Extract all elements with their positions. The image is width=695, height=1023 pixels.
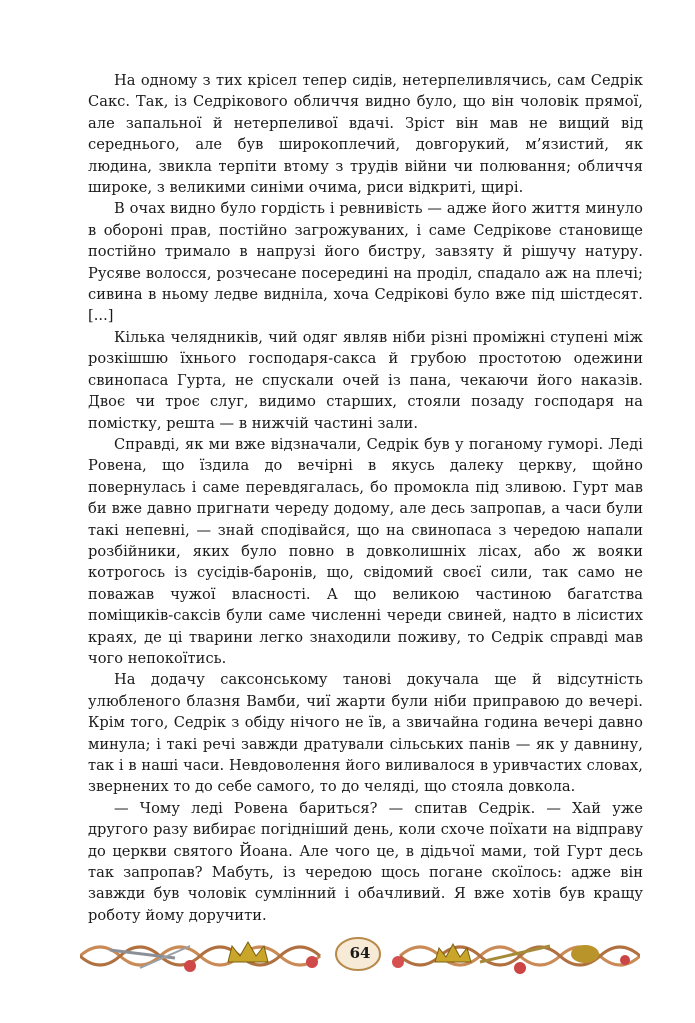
page-body	[88, 70, 643, 926]
page-number: 64	[349, 944, 371, 962]
paragraph-2: В очах видно було гордість і ревнивість — адже його життя минуло в обороні прав, постійно загрожуваних, і саме Седрікове становище постійно тримало в напрузі його бистру, завзяту й рішучу натуру. Русяве волосся, розчесане посередині на проділ, спадало аж на плечі; сивина в ньому ледве виднілa, хоча Седрікові було вже під шістдесят. [...]	[88, 200, 643, 325]
footer-ornament	[80, 932, 640, 980]
paragraph-4: Справді, як ми вже відзначали, Седрік був у поганому гуморі. Леді Ровена, що їздила до вечірні в якусь далеку церкву, щойно повернулась і саме перевдягалась, бо промокла під зливою. Гурт мав би вже давно пригнати череду додому, але десь запропав, а часи були такі непевні, — знай сподівайся, що на свинопаса з чередою напали розбійники, яких було повно в довколишніх лісах, або ж вояки котрогось із сусідів-баронів, що, свідомий своєї сили, так само не поважав чужої власності. А що великою частиною багатства поміщиків-саксів були саме численні череди свиней, надто в лісистих краях, де ці тварини легко знаходили поживу, то Седрік справді мав чого непокоїтись.	[88, 435, 643, 667]
paragraph-3: Кілька челядників, чий одяг являв ніби різні проміжні ступені між розкішшю їхнього господаря-сакса й грубою простотою одежини свинопаса Гурта, не спускали очей із пана, чекаючи його наказів. Двоє чи троє слуг, видимо старших, стояли позаду господаря на помістку, решта — в нижчій частині зали.	[88, 328, 643, 432]
paragraph-1: На одному з тих крісел тепер сидів, нетерпеливлячись, сам Седрік Сакс. Так, із Седрікового обличчя видно було, що він чоловік прямої, але запальної й нетерпеливої вдачі. Зріст він мав не вищий від середнього, але був широкоплечий, довгорукий, м’язистий, як людина, звикла терпіти втому з трудів війни чи полювання; обличчя широке, з великими синіми очима, риси відкриті, щирі.	[88, 72, 643, 197]
paragraph-5: На додачу саксонському танові докучала ще й відсутність улюбленого блазня Вамби, чиї жарти були ніби приправою до вечері. Крім того, Седрік з обіду нічого не їв, а звичайна година вечері давно минула; і такі речі завжди дратували сільських панів — як у давнину, так і в наші часи. Невдоволення його виливалося в уривчастих словах, звернених то до себе самого, то до челяді, що стояла довкола.	[88, 671, 643, 796]
paragraph-6: — Чому леді Ровена бариться? — спитав Седрік. — Хай уже другого разу вибирає погідніший день, коли схоче поїхати на відправу до церкви святого Йоана. Але чого це, в дідьчої мами, той Гурт десь так запропав? Мабуть, із чередою щось погане скоїлось: адже він завжди був чоловік сумлінний і обачливий. Я вже хотів був кращу роботу йому доручити.	[88, 799, 643, 924]
